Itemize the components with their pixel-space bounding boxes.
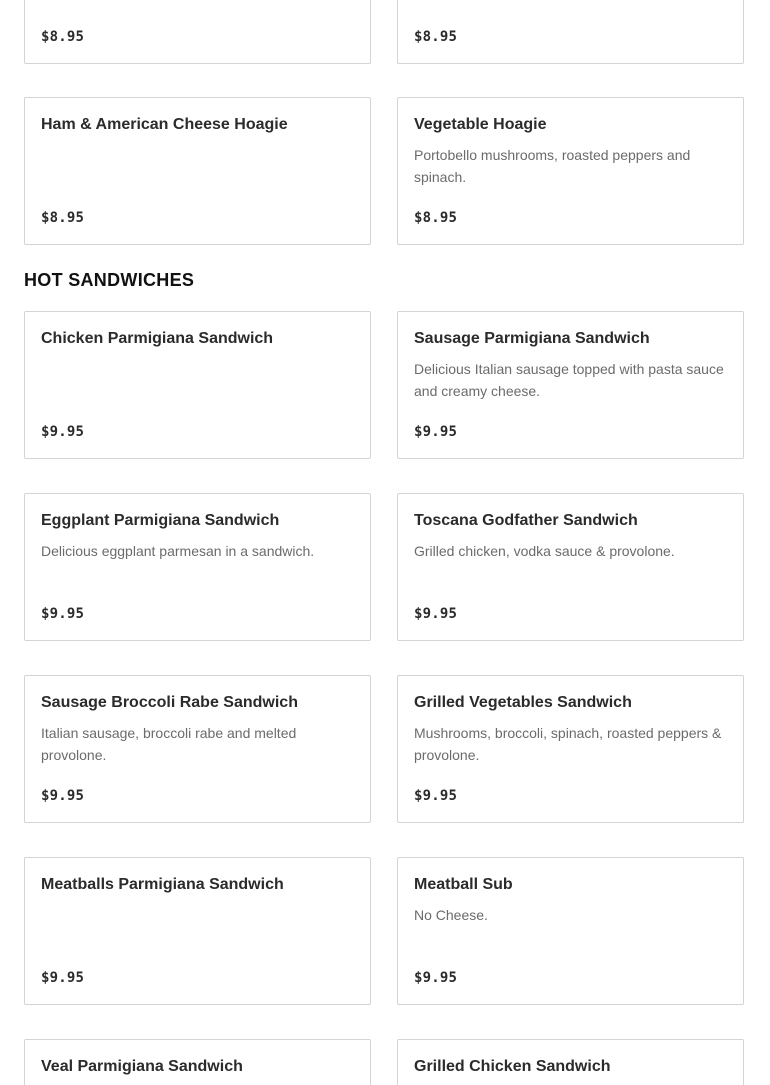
menu-item-price: $9.95 [41, 606, 85, 622]
menu-item-description: Delicious Italian sausage topped with pasta sauce and creamy cheese. [414, 361, 724, 399]
menu-item-card[interactable] [397, 493, 744, 641]
menu-item-description: Mushrooms, broccoli, spinach, roasted peppers & provolone. [414, 725, 722, 763]
menu-item-card[interactable] [24, 675, 371, 823]
menu-item-card[interactable] [24, 0, 371, 64]
menu-item-name: Vegetable Hoagie [414, 116, 547, 133]
menu-item-price: $8.95 [414, 29, 458, 45]
menu-item-card[interactable] [24, 493, 371, 641]
menu-item-card[interactable] [24, 97, 371, 245]
menu-item-price: $9.95 [414, 970, 458, 986]
menu-item-card[interactable] [24, 311, 371, 459]
menu-item-price: $9.95 [41, 970, 85, 986]
menu-item-description: Delicious eggplant parmesan in a sandwich. [41, 543, 315, 559]
menu-item-name: Sausage Broccoli Rabe Sandwich [41, 694, 298, 711]
menu-item-description: Portobello mushrooms, roasted peppers and spinach. [414, 147, 691, 185]
menu-item-name: Grilled Chicken Sandwich [414, 1058, 611, 1075]
menu-item-card[interactable] [397, 1039, 744, 1085]
menu-item-card[interactable] [397, 97, 744, 245]
menu-item-name: Veal Parmigiana Sandwich [41, 1058, 243, 1075]
section-heading-hot-sandwiches: HOT SANDWICHES [24, 270, 195, 290]
menu-item-price: $9.95 [414, 788, 458, 804]
menu-item-price: $8.95 [41, 210, 85, 226]
menu-item-card[interactable] [397, 675, 744, 823]
menu-item-name: Meatball Sub [414, 876, 513, 893]
menu-item-name: Eggplant Parmigiana Sandwich [41, 512, 280, 529]
menu-item-card[interactable] [397, 0, 744, 64]
menu-item-price: $9.95 [41, 788, 85, 804]
menu-item-price: $8.95 [41, 29, 85, 45]
menu-item-description: Italian sausage, broccoli rabe and melted provolone. [41, 725, 297, 763]
menu-item-price: $8.95 [414, 210, 458, 226]
menu-item-name: Grilled Vegetables Sandwich [414, 694, 632, 711]
menu-item-name: Meatballs Parmigiana Sandwich [41, 876, 284, 893]
menu-item-card[interactable] [24, 1039, 371, 1085]
menu-item-price: $9.95 [414, 606, 458, 622]
menu-item-description: No Cheese. [414, 907, 488, 923]
menu-item-name: Toscana Godfather Sandwich [414, 512, 638, 529]
menu-item-price: $9.95 [41, 424, 85, 440]
menu-item-description: Grilled chicken, vodka sauce & provolone. [414, 543, 675, 559]
menu-item-price: $9.95 [414, 424, 458, 440]
menu-item-card[interactable] [397, 311, 744, 459]
menu-item-card[interactable] [24, 857, 371, 1005]
menu-item-card[interactable] [397, 857, 744, 1005]
menu-item-name: Ham & American Cheese Hoagie [41, 116, 288, 133]
menu-item-name: Sausage Parmigiana Sandwich [414, 330, 650, 347]
menu-item-name: Chicken Parmigiana Sandwich [41, 330, 274, 347]
